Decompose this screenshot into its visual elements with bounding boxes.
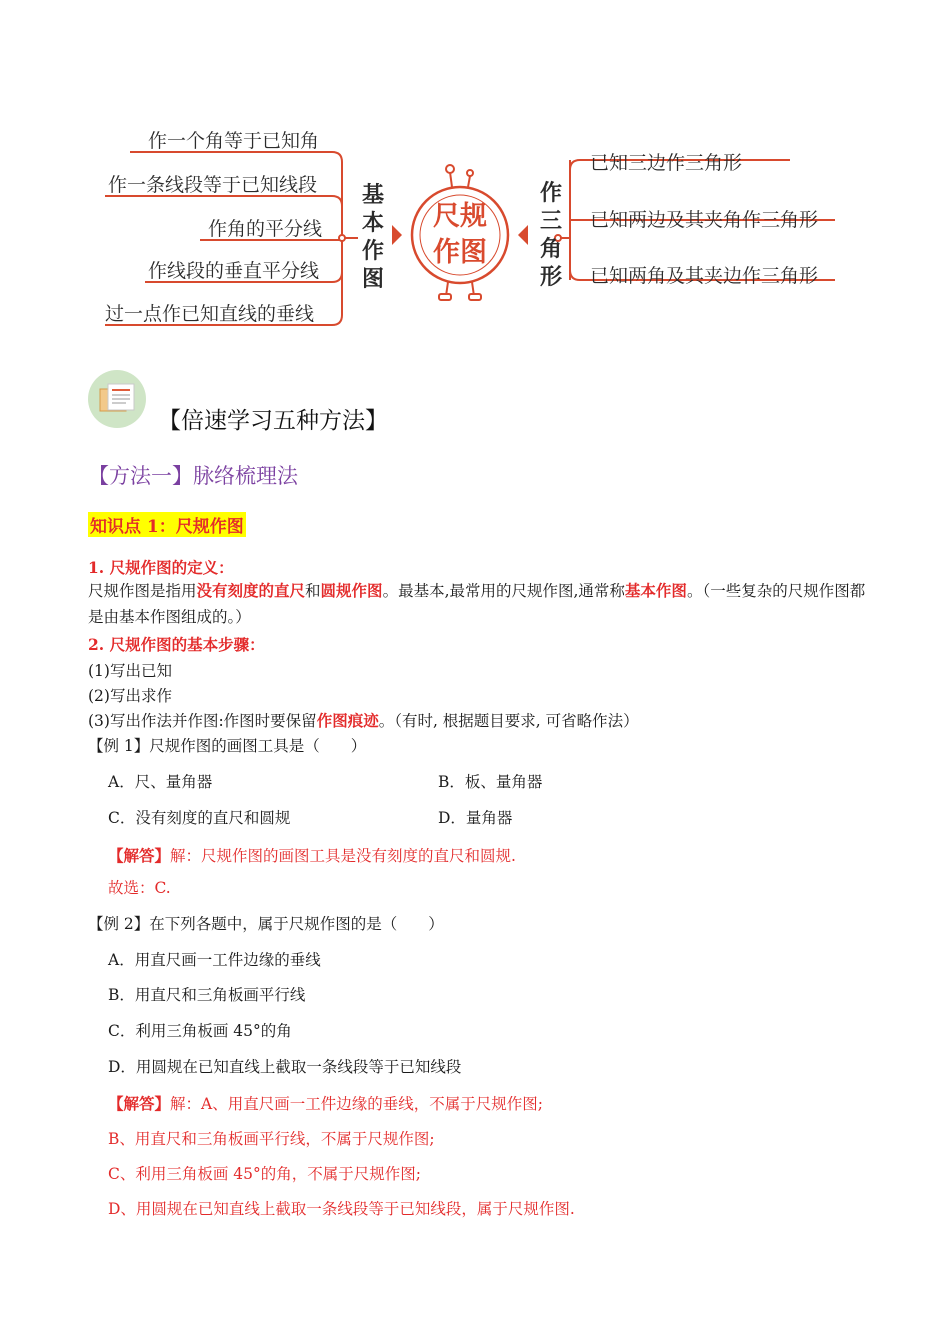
example2-answer <box>108 1092 543 1114</box>
mindmap-left-item: 作线段的垂直平分线 <box>148 260 320 282</box>
definition-text: 。（一些复杂的尺规作图都是由基本作图组成的。） <box>88 582 866 626</box>
example1-option-b: B．板、量角器 <box>438 773 543 791</box>
answer-text: 解：尺规作图的画图工具是没有刻度的直尺和圆规. <box>170 847 516 865</box>
answer-tag: 【解答】 <box>108 846 171 865</box>
mindmap-center-label <box>420 199 500 271</box>
example1-choice: 故选：C. <box>108 879 171 897</box>
example1-option-a: A．尺、量角器 <box>108 773 213 791</box>
mindmap-left-item: 作一个角等于已知角 <box>148 130 320 152</box>
example2-option-d: D．用圆规在已知直线上截取一条线段等于已知线段 <box>108 1058 462 1076</box>
example1-answer <box>108 844 516 866</box>
example2-answer-line: B、用直尺和三角板画平行线，不属于尺规作图; <box>108 1130 435 1148</box>
definition-highlight: 基本作图 <box>624 581 687 600</box>
definition-paragraph <box>88 578 870 630</box>
document-folder-icon <box>88 370 146 428</box>
mindmap-left-item: 过一点作已知直线的垂线 <box>105 303 315 325</box>
mindmap-left-item: 作角的平分线 <box>208 218 323 240</box>
method-title: 【方法一】脉络梳理法 <box>88 464 298 488</box>
answer-text: 解：A、用直尺画一工件边缘的垂线，不属于尺规作图; <box>170 1095 543 1113</box>
steps-heading: 2. 尺规作图的基本步骤： <box>88 635 265 654</box>
definition-heading: 1. 尺规作图的定义： <box>88 558 234 577</box>
example2-question: 【例 2】在下列各题中，属于尺规作图的是（ ） <box>88 915 444 933</box>
example2-answer-line: D、用圆规在已知直线上截取一条线段等于已知线段，属于尺规作图. <box>108 1200 575 1218</box>
step-item: (1)写出已知 <box>88 662 172 680</box>
example1-option-d: D．量角器 <box>438 809 513 827</box>
definition-text: 尺规作图是指用 <box>88 582 197 600</box>
step-text: (3)写出作法并作图:作图时要保留 <box>88 712 317 730</box>
knowledge-point-heading: 知识点 1：尺规作图 <box>88 512 246 537</box>
example1-question: 【例 1】尺规作图的画图工具是（ ） <box>88 737 367 755</box>
example2-option-b: B．用直尺和三角板画平行线 <box>108 986 306 1004</box>
step-highlight: 作图痕迹 <box>316 711 379 730</box>
step-item <box>88 709 639 731</box>
step-item: (2)写出求作 <box>88 687 172 705</box>
definition-highlight: 没有刻度的直尺 <box>196 581 306 600</box>
mindmap-right-item: 已知三边作三角形 <box>590 152 743 174</box>
definition-text: 。最基本,最常用的尺规作图,通常称 <box>382 582 625 600</box>
mindmap-diagram <box>100 110 845 340</box>
example2-answer-line: C、利用三角板画 45°的角，不属于尺规作图; <box>108 1165 421 1183</box>
mindmap-right-item: 已知两边及其夹角作三角形 <box>590 209 819 231</box>
mindmap-center-line2: 作图 <box>433 237 487 268</box>
mindmap-right-branch-label: 作三角形 <box>539 181 562 290</box>
mindmap-right-item: 已知两角及其夹边作三角形 <box>590 265 819 287</box>
definition-highlight: 圆规作图 <box>320 581 383 600</box>
answer-tag: 【解答】 <box>108 1094 171 1113</box>
definition-text: 和 <box>305 582 321 600</box>
mindmap-left-item: 作一条线段等于已知线段 <box>108 174 318 196</box>
mindmap-left-branch-label: 基本作图 <box>361 183 384 292</box>
step-text: 。（有时, 根据题目要求, 可省略作法） <box>378 712 639 730</box>
mindmap-center-line1: 尺规 <box>433 201 487 232</box>
example2-option-c: C．利用三角板画 45°的角 <box>108 1022 292 1040</box>
example2-option-a: A．用直尺画一工件边缘的垂线 <box>108 951 321 969</box>
example1-option-c: C．没有刻度的直尺和圆规 <box>108 809 291 827</box>
section-title: 【倍速学习五种方法】 <box>158 408 388 434</box>
